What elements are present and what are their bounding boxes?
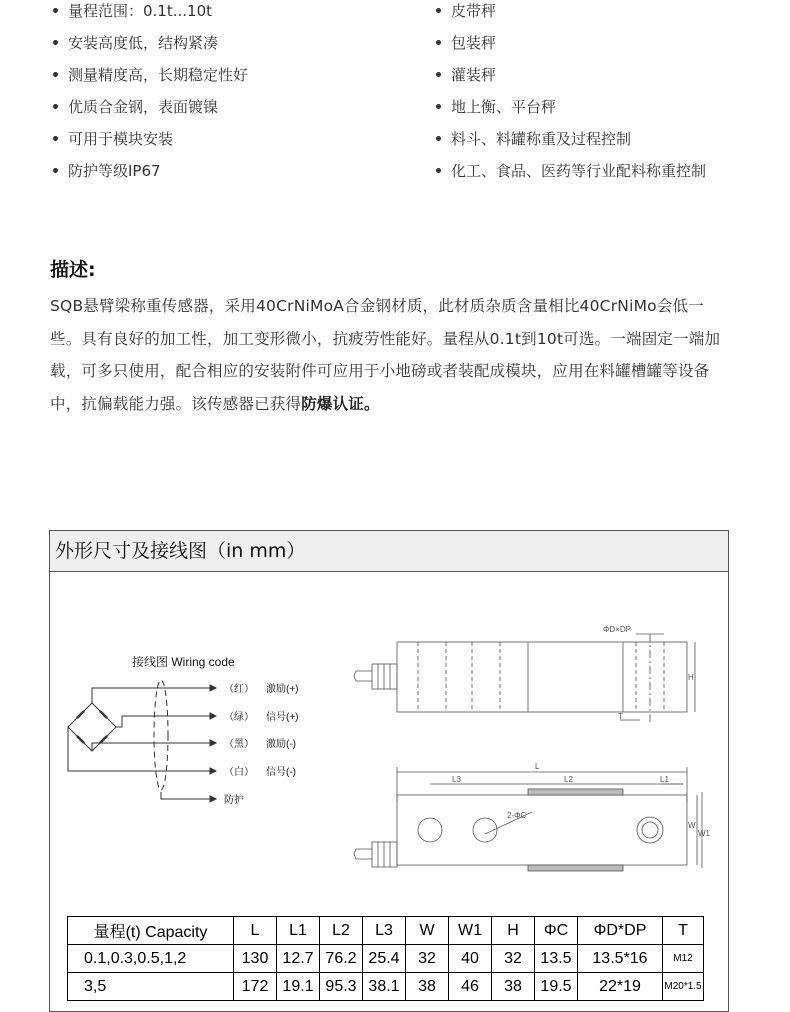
table-row xyxy=(68,973,704,1001)
bullet-icon xyxy=(436,8,441,13)
table-cell: 19.5 xyxy=(535,973,578,1001)
dimensions-title: 外形尺寸及接线图（in mm） xyxy=(50,531,728,572)
feature-item: 防护等级IP67 xyxy=(50,160,248,192)
table-cell: 32 xyxy=(492,945,535,973)
application-item: 包装秤 xyxy=(433,32,706,64)
wire-signal: 激励(+) xyxy=(266,684,299,695)
wire-color-red: （红） xyxy=(224,684,254,695)
table-row xyxy=(68,945,704,973)
dim-label-l3: L3 xyxy=(452,775,461,784)
table-header-cell: T xyxy=(663,917,704,945)
wiring-title: 接线图 Wiring code xyxy=(132,655,235,669)
table-header-cell: W1 xyxy=(449,917,492,945)
feature-item: 安装高度低，结构紧凑 xyxy=(50,32,248,64)
dim-label-t: T xyxy=(618,712,623,721)
top-view xyxy=(354,762,711,871)
table-header-cell: ΦD*DP xyxy=(578,917,663,945)
bullet-icon xyxy=(436,72,441,77)
bullet-icon xyxy=(53,104,58,109)
table-cell: 46 xyxy=(449,973,492,1001)
dim-label-dxdp: ΦD×DP xyxy=(603,625,631,634)
bullet-icon xyxy=(436,104,441,109)
table-cell: 22*19 xyxy=(578,973,663,1001)
table-cell: M20*1.5 xyxy=(663,973,704,1001)
table-cell: 38.1 xyxy=(363,973,406,1001)
certification-highlight: 防爆认证。 xyxy=(301,394,380,413)
wire-signal: 信号(+) xyxy=(266,712,299,723)
table-cell: 13.5 xyxy=(535,945,578,973)
wire-color-green: （绿） xyxy=(224,712,254,723)
table-cell: 13.5*16 xyxy=(578,945,663,973)
table-cell: 95.3 xyxy=(320,973,363,1001)
table-cell: 32 xyxy=(406,945,449,973)
table-cell: 38 xyxy=(492,973,535,1001)
wire-signal: 激励(-) xyxy=(266,739,296,750)
description-text: SQB悬臂梁称重传感器，采用40CrNiMoA合金钢材质，此材质杂质含量相比40CrNiMo会低一些。具有良好的加工性，加工变形微小，抗疲劳性能好。量程从0.1t到10t可选。一端固定一端加载，可多只使用，配合相应的安装附件可应用于小地磅或者装配成模块，应用在料罐槽罐等设备中，抗偏载能力强。该传感器已获得防爆认证。 xyxy=(50,297,721,413)
table-header-cell: L xyxy=(234,917,277,945)
table-header-cell: H xyxy=(492,917,535,945)
feature-item: 量程范围：0.1t...10t xyxy=(50,0,248,32)
table-cell: M12 xyxy=(663,945,704,973)
table-header-cell: ΦC xyxy=(535,917,578,945)
feature-item: 可用于模块安装 xyxy=(50,128,248,160)
dimensions-panel xyxy=(49,530,729,1012)
table-cell: 0.1,0.3,0.5,1,2 xyxy=(68,945,234,973)
table-cell: 76.2 xyxy=(320,945,363,973)
side-view xyxy=(354,625,695,722)
features-list xyxy=(50,0,248,192)
bullet-icon xyxy=(53,8,58,13)
bullet-icon xyxy=(436,40,441,45)
wire-signal: 信号(-) xyxy=(266,767,296,778)
wire-shield-label: 防护 xyxy=(224,795,244,806)
dim-label-h: H xyxy=(688,673,694,682)
dim-label-l2: L2 xyxy=(564,775,573,784)
wire-color-black: （黑） xyxy=(224,739,254,750)
description-title: 描述: xyxy=(50,259,96,281)
application-item: 皮带秤 xyxy=(433,0,706,32)
application-item: 化工、食品、医药等行业配料称重控制 xyxy=(433,160,706,192)
applications-list xyxy=(433,0,706,192)
dim-label-w: W xyxy=(688,821,696,830)
wire-color-white: （白） xyxy=(224,767,254,778)
feature-item: 测量精度高，长期稳定性好 xyxy=(50,64,248,96)
wiring-diagram xyxy=(68,654,299,806)
table-cell: 19.1 xyxy=(277,973,320,1001)
bullet-icon xyxy=(53,168,58,173)
feature-item: 优质合金钢，表面镀镍 xyxy=(50,96,248,128)
dim-label-c: 2-ΦC xyxy=(507,811,527,820)
table-cell: 130 xyxy=(234,945,277,973)
dim-label-l1: L1 xyxy=(660,775,669,784)
table-header-row xyxy=(68,917,704,945)
dim-label-l: L xyxy=(535,762,540,771)
table-cell: 172 xyxy=(234,973,277,1001)
table-header-cell: L1 xyxy=(277,917,320,945)
table-cell: 12.7 xyxy=(277,945,320,973)
application-item: 料斗、料罐称重及过程控制 xyxy=(433,128,706,160)
table-cell: 25.4 xyxy=(363,945,406,973)
bullet-icon xyxy=(53,136,58,141)
bullet-icon xyxy=(53,72,58,77)
spec-table xyxy=(67,916,704,1001)
table-header-cell: W xyxy=(406,917,449,945)
bullet-icon xyxy=(436,136,441,141)
dim-label-w1: W1 xyxy=(698,829,710,838)
application-item: 地上衡、平台秤 xyxy=(433,96,706,128)
application-item: 灌装秤 xyxy=(433,64,706,96)
table-cell: 40 xyxy=(449,945,492,973)
table-header-cell: 量程(t) Capacity xyxy=(68,917,234,945)
table-cell: 3,5 xyxy=(68,973,234,1001)
bullet-icon xyxy=(53,40,58,45)
bullet-icon xyxy=(436,168,441,173)
table-header-cell: L3 xyxy=(363,917,406,945)
table-cell: 38 xyxy=(406,973,449,1001)
table-header-cell: L2 xyxy=(320,917,363,945)
